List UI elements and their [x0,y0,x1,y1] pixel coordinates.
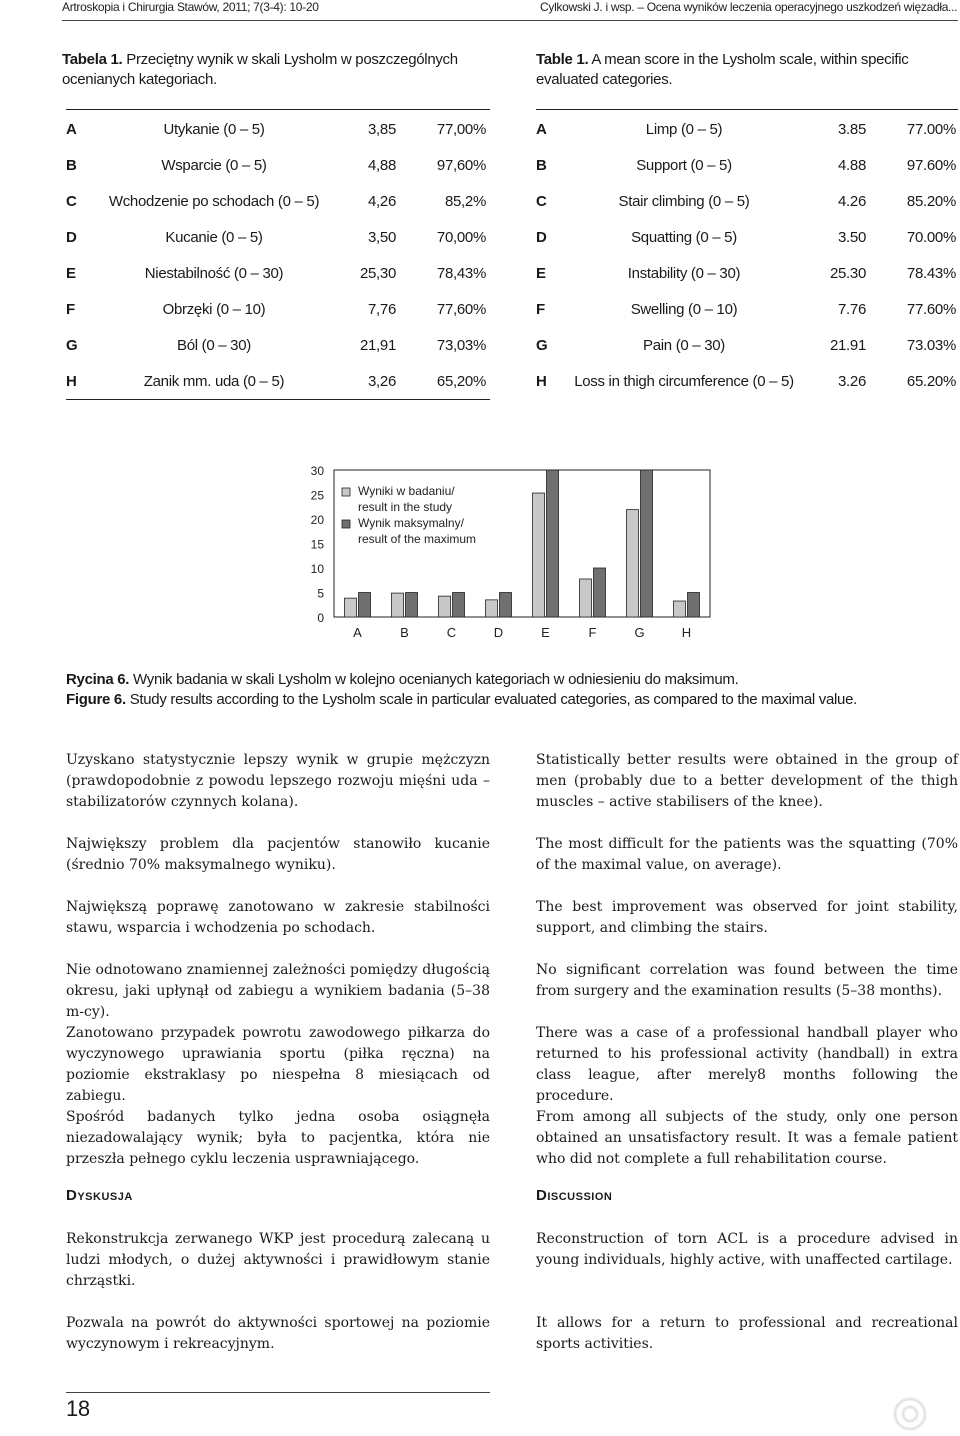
row-score: 3.85 [838,120,866,138]
bar-result-B [392,593,404,617]
en-paragraph-4: No significant correlation was found between the time from surgery and the examination results (5–38 months). [536,962,958,999]
row-score: 3.26 [838,372,866,390]
row-percent: 77,60% [436,300,486,318]
row-percent: 97,60% [436,156,486,174]
row-category: Limp (0 – 5) [645,120,723,138]
x-tick-label: E [541,625,550,640]
table-pl [66,111,486,399]
row-score: 7.76 [838,300,866,318]
row-percent: 77,00% [436,120,486,138]
row-letter: G [66,336,78,354]
row-percent: 77.00% [906,120,956,138]
pl-paragraph-6: Spośród badanych tylko jedna osoba osiągnęła niezadowalający wynik; była to pacjentka, która nie przeszła pełnego cyklu leczenia usprawniającego. [66,1109,490,1167]
row-letter: H [536,372,547,390]
table-row [536,147,956,183]
table-row [66,147,486,183]
row-percent: 73.03% [906,336,956,354]
row-category: Stair climbing (0 – 5) [618,192,750,210]
pl-section-heading: Dyskusja [66,1187,133,1204]
row-score: 4,88 [368,156,396,174]
row-category: Swelling (0 – 10) [630,300,738,318]
row-letter: C [536,192,547,210]
table-en-caption [536,50,956,90]
bar-result-H [674,601,686,617]
running-header-left: Artroskopia i Chirurgia Stawów, 2011; 7(3-4): 10-20 [62,0,319,14]
row-score: 4,26 [368,192,396,210]
row-letter: F [536,300,545,318]
en-paragraph-5: There was a case of a professional handball player who returned to his professional activity (handball) in extra class league, after merely8 months following the procedure. [536,1025,958,1104]
legend-label: result of the maximum [358,532,477,546]
row-category: Kucanie (0 – 5) [165,228,263,246]
row-percent: 78.43% [906,264,956,282]
table-row [66,363,486,399]
bar-maximum-E [547,470,559,617]
page-number: 18 [66,1396,90,1421]
row-letter: H [66,372,77,390]
en-paragraph-3: The best improvement was observed for joint stability, support, and climbing the stairs. [536,899,958,936]
pl-paragraph-2: Największy problem dla pacjentów stanowiło kucanie (średnio 70% maksymalnego wyniku). [66,836,490,873]
row-percent: 70.00% [906,228,956,246]
row-percent: 97.60% [906,156,956,174]
en-paragraph-6: From among all subjects of the study, only one person obtained an unsatisfactory result. It was a female patient who did not complete a full rehabilitation course. [536,1109,958,1167]
row-category: Obrzęki (0 – 10) [162,300,266,318]
y-tick-label: 30 [310,464,324,478]
table-row [66,219,486,255]
table-row [66,183,486,219]
row-score: 3.50 [838,228,866,246]
x-tick-label: H [681,625,692,640]
row-letter: A [536,120,547,138]
row-score: 21.91 [829,336,866,354]
y-tick-label: 10 [310,562,324,576]
row-score: 7,76 [368,300,396,318]
figure-caption-en [66,690,857,710]
x-tick-label: A [353,625,362,640]
table-en [536,111,956,399]
row-letter: C [66,192,77,210]
bar-maximum-B [406,593,418,618]
figure-caption-pl-text: Wynik badania w skali Lysholm w kolejno ocenianych kategoriach w odniesieniu do maksimum. [133,671,739,688]
figure-caption-en-text: Study results according to the Lysholm scale in particular evaluated categories, as compared to the maximal value. [129,691,857,708]
pl-paragraph-7: Rekonstrukcja zerwanego WKP jest procedurą zalecaną u ludzi młodych, o dużej aktywności i prawidłowym stanie chrząstki. [66,1231,490,1289]
table-pl-caption [62,50,472,90]
figure-caption-pl [66,670,738,690]
table-en-caption-text: A mean score in the Lysholm scale, within specific evaluated categories. [536,51,909,88]
y-tick-label: 15 [310,537,324,552]
table-pl-bottom-rule [66,399,490,400]
row-score: 3,50 [368,228,396,246]
figure-caption-pl-label: Rycina 6. [66,671,130,688]
row-letter: B [66,156,77,174]
y-tick-label: 0 [317,611,324,625]
table-row [536,327,956,363]
row-letter: E [66,264,76,282]
bar-result-C [439,596,451,617]
en-paragraph-1: Statistically better results were obtained in the group of men (probably due to a better development of the thigh muscles – active stabilisers of the knee). [536,752,958,810]
legend-swatch-result [342,488,350,496]
table-en-top-rule [536,109,958,110]
row-percent: 77.60% [906,300,956,318]
legend-label: Wynik maksymalny/ [358,516,464,530]
bar-result-D [486,600,498,617]
bar-maximum-C [453,593,465,618]
x-tick-label: G [634,625,645,640]
row-category: Loss in thigh circumference (0 – 5) [574,372,794,390]
table-pl-label: Tabela 1. [62,51,123,68]
row-category: Zanik mm. uda (0 – 5) [143,372,285,390]
row-score: 3,26 [368,372,396,390]
table-row [66,327,486,363]
bar-result-F [580,579,592,617]
row-letter: E [536,264,546,282]
row-letter: B [536,156,547,174]
en-paragraph-8: It allows for a return to professional and recreational sports activities. [536,1315,958,1352]
y-tick-label: 5 [317,586,324,601]
table-row [536,291,956,327]
table-row [536,183,956,219]
pl-paragraph-3: Największą poprawę zanotowano w zakresie stabilności stawu, wsparcia i wchodzenia po schodach. [66,899,490,936]
row-percent: 65,20% [436,372,486,390]
row-category: Pain (0 – 30) [643,336,725,354]
row-percent: 65.20% [906,372,956,390]
running-header-right: Cylkowski J. i wsp. – Ocena wyników leczenia operacyjnego uszkodzeń więzadła... [540,0,958,14]
row-letter: D [536,228,547,246]
bar-result-A [345,598,357,617]
bar-result-G [627,510,639,617]
bar-maximum-G [641,470,653,617]
row-score: 25,30 [359,264,396,282]
row-percent: 78,43% [436,264,486,282]
table-row [536,255,956,291]
table-en-label: Table 1. [536,51,589,68]
row-score: 4.26 [838,192,866,210]
row-percent: 85.20% [906,192,956,210]
figure-caption-en-label: Figure 6. [66,691,126,708]
row-score: 4.88 [838,156,866,174]
pl-paragraph-8: Pozwala na powrót do aktywności sportowej na poziomie wyczynowym i rekreacyjnym. [66,1315,490,1352]
bar-chart [290,462,720,652]
row-category: Niestabilność (0 – 30) [144,264,284,282]
row-score: 25.30 [829,264,866,282]
pl-paragraph-1: Uzyskano statystycznie lepszy wynik w grupie mężczyzn (prawdopodobnie z powodu lepszego rozwoju mięśni uda – stabilizatorów czynnych kolana). [66,752,490,810]
en-paragraph-7: Reconstruction of torn ACL is a procedure advised in young individuals, highly active, with unaffected cartilage. [536,1231,958,1268]
footer-rule [66,1392,490,1393]
x-tick-label: B [400,625,409,640]
en-paragraph-2: The most difficult for the patients was the squatting (70% of the maximal value, on average). [536,836,958,873]
row-letter: D [66,228,77,246]
header-rule [62,20,958,21]
row-category: Support (0 – 5) [636,156,732,174]
row-percent: 70,00% [436,228,486,246]
legend-swatch-maximum [342,520,350,528]
bar-result-E [533,493,545,617]
row-letter: A [66,120,77,138]
row-percent: 73,03% [436,336,486,354]
table-row [66,255,486,291]
bar-maximum-D [500,593,512,618]
legend-label: result in the study [358,500,453,514]
pl-paragraph-4: Nie odnotowano znamiennej zależności pomiędzy długością okresu, jaki upłynął od zabiegu a wynikiem badania (5–38 m-cy). [66,962,490,1020]
row-score: 21,91 [359,336,396,354]
bar-maximum-A [359,593,371,618]
pl-paragraph-5: Zanotowano przypadek powrotu zawodowego piłkarza do wyczynowego uprawiania sportu (piłka ręczna) na poziomie ekstraklasy po niespełna 8 miesiącach od zabiegu. [66,1025,490,1104]
y-tick-label: 25 [310,488,324,503]
table-row [66,291,486,327]
y-tick-label: 20 [310,513,324,527]
table-row [536,111,956,147]
en-section-heading: Discussion [536,1187,613,1204]
table-pl-caption-text: Przeciętny wynik w skali Lysholm w poszczególnych ocenianych kategoriach. [62,51,458,88]
table-row [66,111,486,147]
watermark-logo-icon [890,1394,930,1434]
row-category: Squatting (0 – 5) [631,228,737,246]
row-letter: G [536,336,548,354]
row-score: 3,85 [368,120,396,138]
table-row [536,219,956,255]
row-category: Ból (0 – 30) [177,336,251,354]
table-row [536,363,956,399]
x-tick-label: C [446,625,457,640]
row-percent: 85,2% [444,192,486,210]
table-pl-top-rule [66,109,490,110]
x-tick-label: F [588,625,597,640]
legend-label: Wyniki w badaniu/ [358,484,455,498]
row-category: Instability (0 – 30) [627,264,741,282]
bar-maximum-H [688,593,700,618]
row-letter: F [66,300,75,318]
x-tick-label: D [493,625,504,640]
row-category: Wchodzenie po schodach (0 – 5) [108,192,320,210]
row-category: Wsparcie (0 – 5) [161,156,267,174]
row-category: Utykanie (0 – 5) [163,120,265,138]
bar-maximum-F [594,568,606,617]
